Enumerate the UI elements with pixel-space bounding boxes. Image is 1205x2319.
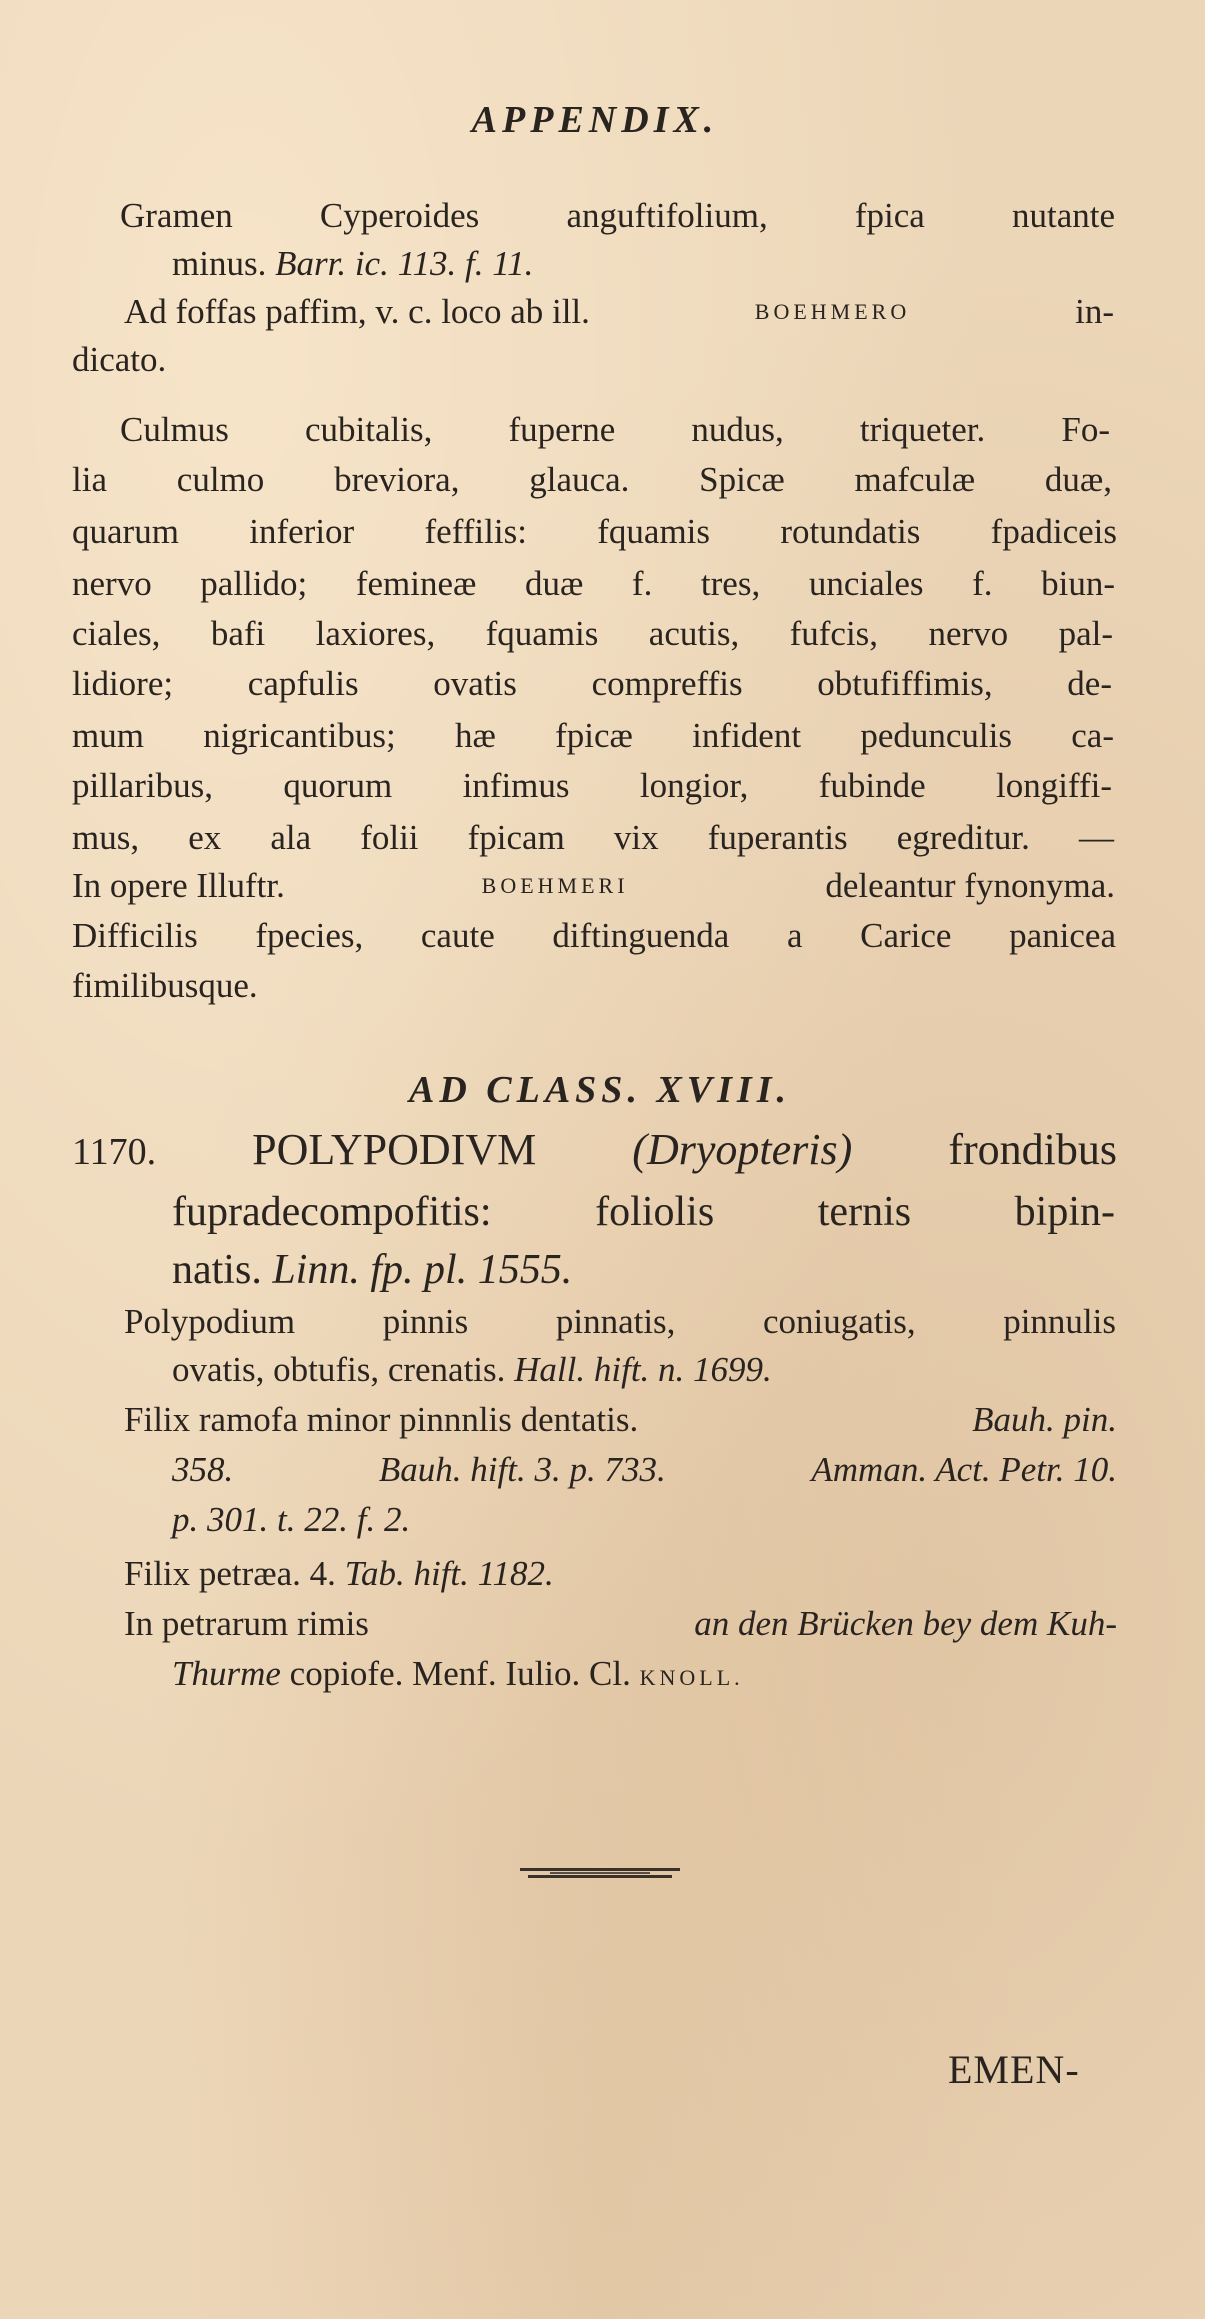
citation: Hall. hift. n. 1699. [514, 1350, 772, 1389]
text-run: frondibus [948, 1125, 1117, 1174]
text-line: fimilibusque. [72, 966, 258, 1005]
text-run: copiofe. Menf. Iulio. Cl. [289, 1654, 631, 1693]
entry-number: 1170. [72, 1131, 157, 1173]
text-line [124, 1400, 1117, 1440]
text-line: Difficilis fpecies, caute diftinguenda a Carice panicea [72, 916, 1116, 955]
text-line [172, 1246, 572, 1294]
text-line: quarum inferior feffilis: fquamis rotundatis fpadiceis [72, 512, 1117, 551]
text-line [172, 244, 533, 284]
text-run: Ad foffas paffim, v. c. loco ab ill. [124, 292, 590, 331]
text-line: mus, ex ala folii fpicam vix fuperantis egreditur. — [72, 818, 1114, 857]
text-line [72, 1125, 1117, 1182]
species-epithet: (Dryopteris) [632, 1125, 853, 1174]
author-name: BOEHMERI [481, 873, 629, 898]
text-run: In petrarum rimis [124, 1604, 369, 1643]
locality-german: an den Brücken bey dem Kuh- [694, 1604, 1117, 1643]
text-line: Gramen Cyperoides anguftifolium, fpica nutante [120, 196, 1115, 235]
text-run: minus. [172, 244, 267, 283]
text-line [124, 292, 1114, 332]
rule-line [528, 1875, 672, 1878]
text-line [124, 1604, 1117, 1644]
citation: Linn. fp. pl. 1555. [272, 1247, 573, 1293]
citation: Bauh. pin. [972, 1400, 1117, 1439]
text-line: lidiore; capfulis ovatis compreffis obtufiffimis, de- [72, 664, 1112, 703]
text-line [72, 866, 1115, 906]
rule-line [550, 1872, 650, 1874]
text-line: ciales, bafi laxiores, fquamis acutis, fufcis, nervo pal- [72, 614, 1113, 653]
ornamental-rule [520, 1868, 680, 1882]
citation: 358. [172, 1450, 234, 1489]
text-run: in- [1075, 292, 1114, 331]
text-line [124, 1554, 554, 1594]
text-run: Filix ramofa minor pinnnlis dentatis. [124, 1400, 639, 1439]
text-line [172, 1350, 772, 1390]
citation: Bauh. hift. 3. p. 733. [378, 1450, 666, 1489]
citation: Tab. hift. 1182. [344, 1554, 554, 1593]
text-run: deleantur fynonyma. [825, 866, 1115, 905]
citation: Barr. ic. 113. f. 11. [275, 244, 534, 283]
text-line: fupradecompofitis: foliolis ternis bipin- [172, 1189, 1115, 1235]
text-line: Polypodium pinnis pinnatis, coniugatis, pinnulis [124, 1302, 1116, 1341]
citation: Amman. Act. Petr. 10. [811, 1450, 1117, 1489]
author-name: KNOLL. [639, 1665, 744, 1690]
locality-german: Thurme [172, 1654, 281, 1693]
catchword: EMEN- [948, 2047, 1080, 2092]
rule-line [520, 1868, 680, 1871]
text-line: dicato. [72, 340, 167, 379]
text-line: mum nigricantibus; hæ fpicæ infident pedunculis ca- [72, 716, 1114, 755]
text-line: Culmus cubitalis, fuperne nudus, triqueter. Fo- [120, 410, 1110, 449]
running-header: APPENDIX. [471, 99, 719, 141]
section-heading: AD CLASS. XVIII. [408, 1069, 791, 1111]
text-line: pillaribus, quorum infimus longior, fubinde longiffi- [72, 766, 1112, 805]
text-run: ovatis, obtufis, crenatis. [172, 1350, 506, 1389]
text-run: In opere Illuftr. [72, 866, 285, 905]
genus-name: POLYPODIVM [252, 1125, 537, 1174]
text-run: Filix petræa. 4. [124, 1554, 336, 1593]
text-line: lia culmo breviora, glauca. Spicæ mafculæ duæ, [72, 460, 1112, 499]
text-line [172, 1450, 1117, 1490]
text-line: nervo pallido; femineæ duæ f. tres, unciales f. biun- [72, 564, 1115, 603]
text-run: natis. [172, 1247, 262, 1293]
text-line: p. 301. t. 22. f. 2. [172, 1500, 411, 1539]
text-line [172, 1654, 744, 1698]
author-name: BOEHMERO [754, 299, 911, 324]
